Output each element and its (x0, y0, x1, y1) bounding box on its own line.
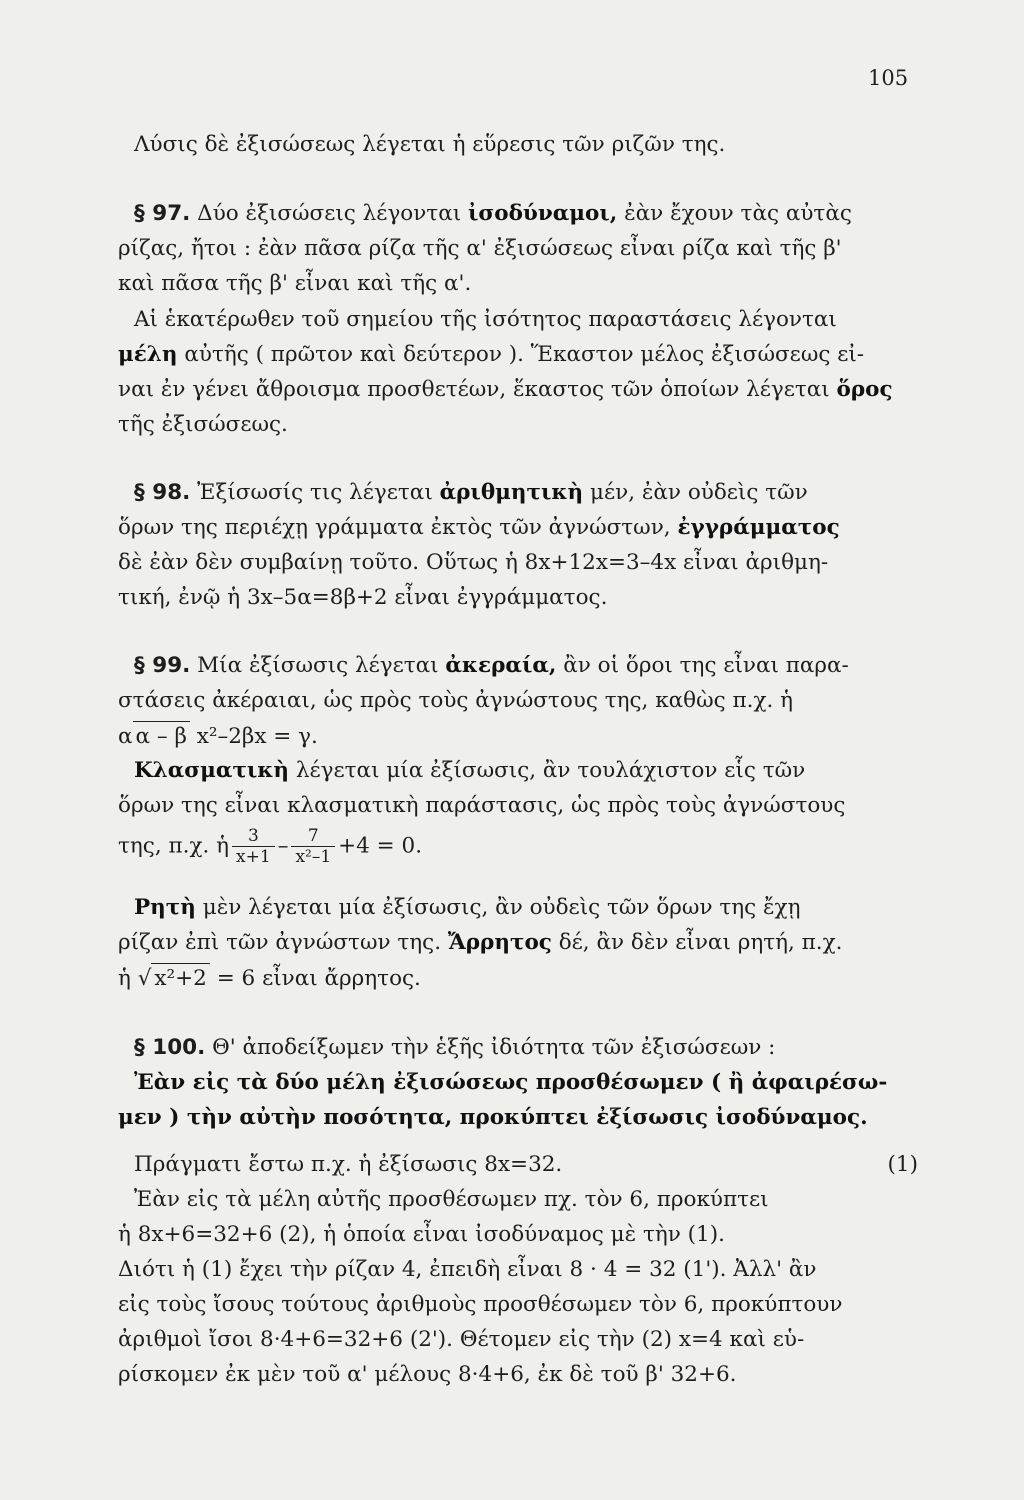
section-97: § 97. Δύο ἐξισώσεις λέγονται ἰσοδύναμοι, ἐὰν ἔχουν τὰς αὐτὰς (134, 201, 852, 226)
text-line: ρίσκομεν ἐκ μὲν τοῦ α' μέλους 8·4+6, ἐκ δὲ τοῦ β' 32+6. (118, 1362, 737, 1387)
text-line: Ρητὴ μὲν λέγεται μία ἐξίσωσις, ἂν οὐδεὶς τῶν ὅρων της ἔχῃ (134, 895, 801, 920)
section-98: § 98. Ἐξίσωσίς τις λέγεται ἀριθμητικὴ μέν, ἐὰν οὐδεὶς τῶν (134, 480, 808, 505)
text-line: ὅρων της εἶναι κλασματικὴ παράστασις, ὡς πρὸς τοὺς ἀγνώστους (118, 793, 846, 818)
text-line: ἀριθμοὶ ἴσοι 8·4+6=32+6 (2'). Θέτομεν εἰς τὴν (2) x=4 καὶ εὑ- (118, 1327, 805, 1352)
sqrt-expression: x²+2 (151, 963, 209, 994)
text-line: Λύσις δὲ ἐξισώσεως λέγεται ἡ εὕρεσις τῶν ριζῶν της. (134, 132, 726, 157)
text-line: ρίζας, ἤτοι : ἐὰν πᾶσα ρίζα τῆς α' ἐξισώσεως εἶναι ρίζα καὶ τῆς β' (118, 236, 842, 261)
text-line: δὲ ἐὰν δὲν συμβαίνῃ τοῦτο. Οὕτως ἡ 8x+12x=3–4x εἶναι ἀριθμη- (118, 550, 829, 575)
theorem-line: Ἐὰν εἰς τὰ δύο μέλη ἐξισώσεως προσθέσωμεν ( ἢ ἀφαιρέσω- (134, 1070, 888, 1095)
formula-line: της, π.χ. ἡ $\frac{3}{x+1}$ – $\frac{7}{\text{x²–1}}$ +4 = 0. (118, 826, 423, 867)
equation-number: (1) (887, 1152, 918, 1177)
formula-line: α α – β x²–2βx = γ. (118, 721, 918, 752)
theorem-line: μεν ) τὴν αὐτὴν ποσότητα, προκύπτει ἐξίσωσις ἰσοδύναμος. (118, 1105, 868, 1130)
fraction: $\frac{7}{\text{x²–1}}$ (291, 826, 335, 867)
text-line: ἡ 8x+6=32+6 (2), ἡ ὁποία εἶναι ἰσοδύναμος μὲ τὴν (1). (118, 1222, 725, 1247)
text-line: μέλη αὐτῆς ( πρῶτον καὶ δεύτερον ). Ἕκαστον μέλος ἐξισώσεως εἰ- (118, 342, 865, 367)
text-line: στάσεις ἀκέραιαι, ὡς πρὸς τοὺς ἀγνώστους της, καθὼς π.χ. ἡ (118, 688, 794, 713)
text-line: ναι ἐν γένει ἄθροισμα προσθετέων, ἕκαστος τῶν ὁποίων λέγεται ὅρος (118, 377, 893, 402)
text-line: εἰς τοὺς ἴσους τούτους ἀριθμοὺς προσθέσωμεν τὸν 6, προκύπτουν (118, 1292, 843, 1317)
text-line: Αἱ ἑκατέρωθεν τοῦ σημείου τῆς ἰσότητος παραστάσεις λέγονται (134, 307, 837, 332)
text-line: Κλασματικὴ λέγεται μία ἐξίσωσις, ἂν τουλάχιστον εἷς τῶν (134, 758, 806, 783)
formula-line: ἡ √ x²+2 = 6 εἶναι ἄρρητος. (118, 963, 918, 994)
text-line: ὅρων της περιέχῃ γράμματα ἐκτὸς τῶν ἀγνώστων, ἐγγράμματος (118, 515, 840, 540)
sqrt-expression: α – β (133, 721, 190, 752)
text-line: Πράγματι ἔστω π.χ. ἡ ἐξίσωσις 8x=32. (1) (134, 1150, 918, 1180)
text-line: ρίζαν ἐπὶ τῶν ἀγνώστων της. Ἄρρητος δέ, ἂν δὲν εἶναι ρητή, π.χ. (118, 930, 843, 955)
text-line: τῆς ἐξισώσεως. (118, 412, 288, 437)
fraction: $\frac{3}{x+1}$ (232, 826, 275, 867)
text-line: Ἐὰν εἰς τὰ μέλη αὐτῆς προσθέσωμεν πχ. τὸν 6, προκύπτει (134, 1187, 769, 1212)
section-99: § 99. Μία ἐξίσωσις λέγεται ἀκεραία, ἂν οἱ ὅροι της εἶναι παρα- (134, 653, 849, 678)
page-number: 105 (868, 66, 909, 90)
section-100: § 100. Θ' ἀποδείξωμεν τὴν ἑξῆς ἰδιότητα τῶν ἐξισώσεων : (134, 1035, 776, 1060)
text-line: Διότι ἡ (1) ἔχει τὴν ρίζαν 4, ἐπειδὴ εἶναι 8 · 4 = 32 (1'). Ἀλλ' ἂν (118, 1257, 817, 1282)
text-line: καὶ πᾶσα τῆς β' εἶναι καὶ τῆς α'. (118, 271, 472, 296)
text-line: τική, ἐνῷ ἡ 3x–5α=8β+2 εἶναι ἐγγράμματος. (118, 585, 608, 610)
